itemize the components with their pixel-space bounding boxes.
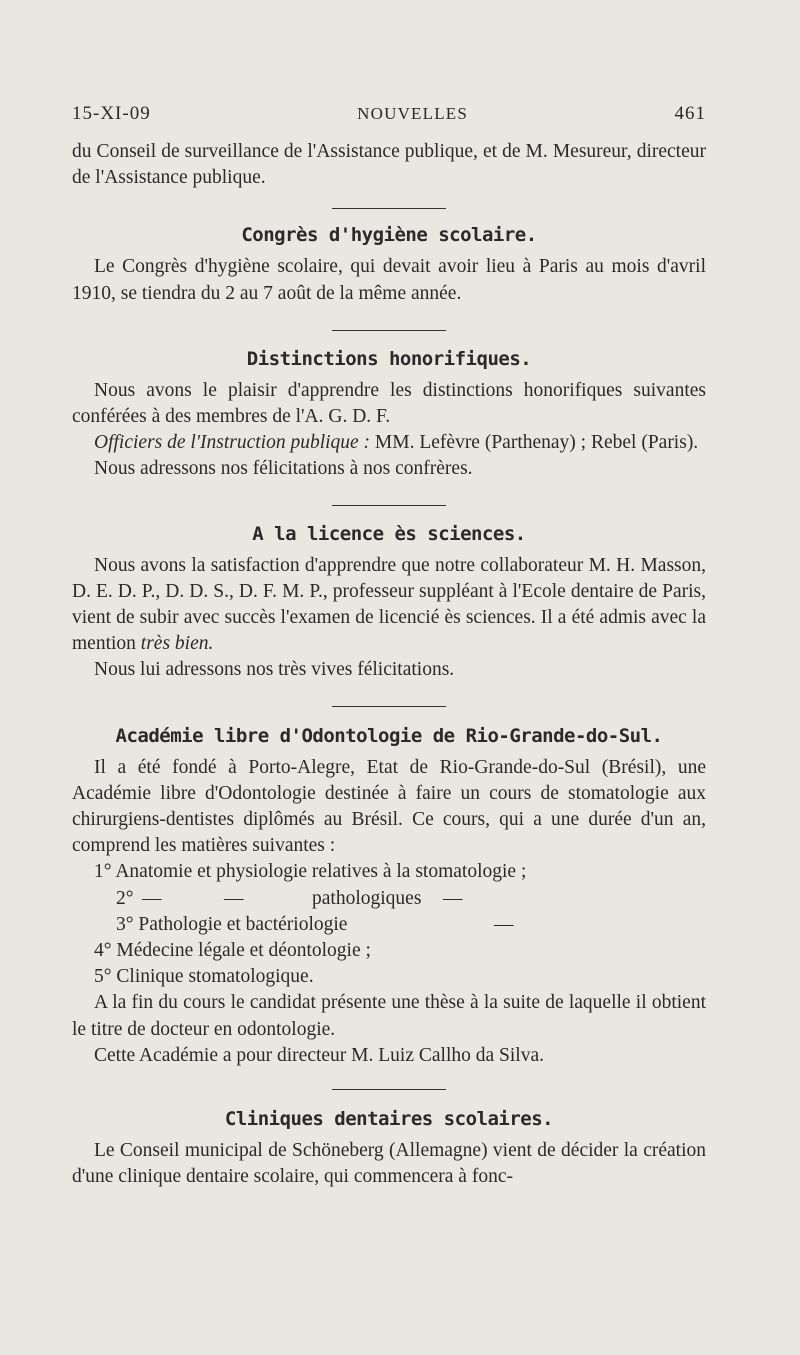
academie-paragraph-2: A la fin du cours le candidat présente une thèse à la suite de laquelle il obtient le titre de docteur en odontologie. [72, 992, 706, 1040]
header-date: 15-XI-09 [72, 103, 151, 124]
section-title-cliniques: Cliniques dentaires scolaires. [224, 1108, 554, 1131]
ditto-dash: — [443, 887, 463, 909]
list-item [72, 886, 706, 912]
licence-paragraph-1 [72, 553, 706, 658]
section-title-academie: Académie libre d'Odontologie de Rio-Grande-do-Sul. [115, 724, 663, 747]
course-list [72, 859, 706, 990]
separator-rule [332, 208, 446, 209]
separator-rule [332, 1089, 446, 1090]
separator-rule [332, 505, 446, 506]
list-item: 1° Anatomie et physiologie relatives à la stomatologie ; [94, 861, 527, 883]
distinction-names: MM. Lefèvre (Parthenay) ; Rebel (Paris). [370, 432, 699, 454]
cliniques-paragraph: Le Conseil municipal de Schöneberg (Allemagne) vient de décider la création d'une clinique dentaire scolaire, qui commencera à fonc- [72, 1140, 706, 1188]
ditto-dash: — [142, 887, 162, 909]
distinctions-paragraph-2 [72, 430, 706, 456]
ditto-dash: — [494, 913, 514, 935]
page-number: 461 [674, 103, 706, 124]
distinctions-paragraph-1: Nous avons le plaisir d'apprendre les distinctions honorifiques suivantes conférées à des membres de l'A. G. D. F. [72, 379, 706, 428]
licence-paragraph-2: Nous lui adressons nos très vives félicitations. [94, 659, 455, 681]
list-item: 4° Médecine légale et déontologie ; [94, 940, 371, 962]
list-text: 3° Pathologie et bactériologie [116, 913, 348, 935]
page [72, 102, 706, 1190]
list-text: pathologiques [312, 887, 422, 909]
ditto-dash: — [224, 887, 244, 909]
licence-text: Nous avons la satisfaction d'apprendre que notre collaborateur M. H. Masson, D. E. D. P., D. D. S., D. F. M. P., professeur suppléant à l'Ecole dentaire de Paris, vient de subir avec succès l'examen de licencié ès sciences. Il a été admis avec la mention [72, 554, 706, 655]
section-title-distinctions: Distinctions honorifiques. [246, 347, 532, 370]
academie-paragraph-1: Il a été fondé à Porto-Alegre, Etat de Rio-Grande-do-Sul (Brésil), une Académie libre d'Odontologie destinée à faire un cours de stomatologie aux chirurgiens-dentistes diplômés au Brésil. Ce cours, qui a une durée d'un an, comprend les matières suivantes : [72, 756, 706, 857]
list-number: 2° [116, 887, 134, 909]
distinctions-paragraph-3: Nous adressons nos félicitations à nos confrères. [94, 458, 473, 480]
licence-mention: très bien. [140, 633, 214, 655]
intro-paragraph: du Conseil de surveillance de l'Assistance publique, et de M. Mesureur, directeur de l'Assistance publique. [72, 141, 706, 189]
list-item: 5° Clinique stomatologique. [94, 966, 314, 988]
section-title-congres: Congrès d'hygiène scolaire. [241, 224, 537, 247]
section-title-licence: A la licence ès sciences. [252, 522, 526, 545]
header-section: NOUVELLES [357, 104, 469, 123]
running-header [72, 102, 706, 142]
separator-rule [332, 330, 446, 331]
distinction-title: Officiers de l'Instruction publique : [94, 432, 371, 454]
academie-paragraph-3: Cette Académie a pour directeur M. Luiz Callho da Silva. [94, 1044, 544, 1066]
separator-rule [332, 706, 446, 707]
list-item [72, 912, 706, 938]
congres-paragraph: Le Congrès d'hygiène scolaire, qui devait avoir lieu à Paris au mois d'avril 1910, se tiendra du 2 au 7 août de la même année. [72, 256, 706, 304]
